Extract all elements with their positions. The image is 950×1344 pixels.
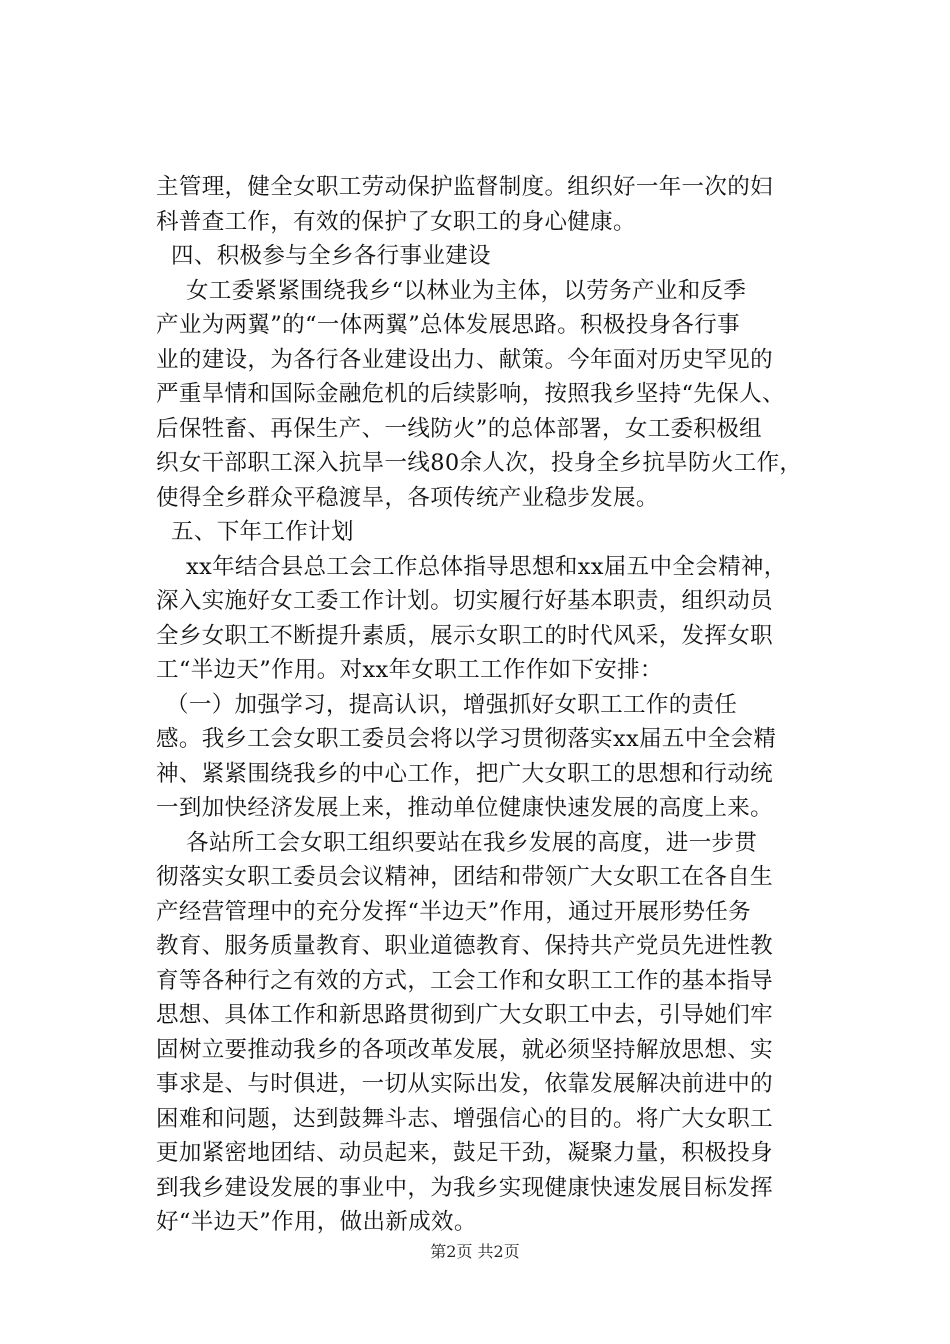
text-line: 严重旱情和国际金融危机的后续影响，按照我乡坚持“先保人、: [156, 381, 785, 407]
text-line: 女工委紧紧围绕我乡“以林业为主体，以劳务产业和反季: [186, 277, 747, 304]
text-line: 一到加快经济发展上来，推动单位健康快速发展的高度上来。: [156, 795, 773, 821]
text-line: 使得全乡群众平稳渡旱，各项传统产业稳步发展。: [156, 484, 659, 511]
text-line: 育等各种行之有效的方式，工会工作和女职工工作的基本指导: [156, 967, 773, 994]
subsection-heading: （一）加强学习，提高认识，增强抓好女职工工作的责任: [166, 691, 738, 718]
text-line: 深入实施好女工委工作计划。切实履行好基本职责，组织动员: [156, 588, 773, 614]
text-line: 工“半边天”作用。对xx年女职工工作作如下安排：: [156, 657, 663, 683]
text-line: 主管理，健全女职工劳动保护监督制度。组织好一年一次的妇: [156, 174, 773, 200]
text-line: 后保牲畜、再保生产、一线防火”的总体部署，女工委积极组: [156, 415, 762, 442]
section-heading: 四、积极参与全乡各行事业建设: [171, 243, 491, 269]
text-line: 到我乡建设发展的事业中，为我乡实现健康快速发展目标发挥: [156, 1174, 773, 1201]
text-line: 神、紧紧围绕我乡的中心工作，把广大女职工的思想和行动统: [156, 760, 773, 787]
text-line: 科普查工作，有效的保护了女职工的身心健康。: [156, 208, 636, 235]
text-line: 彻落实女职工委员会议精神，团结和带领广大女职工在各自生: [156, 864, 773, 890]
text-line: 困难和问题，达到鼓舞斗志、增强信心的目的。将广大女职工: [156, 1105, 773, 1132]
text-line: 固树立要推动我乡的各项改革发展，就必须坚持解放思想、实: [156, 1036, 773, 1063]
text-line: 全乡女职工不断提升素质，展示女职工的时代风采，发挥女职: [156, 622, 773, 649]
text-line: 更加紧密地团结、动员起来，鼓足干劲，凝聚力量，积极投身: [156, 1140, 773, 1166]
text-line: 事求是、与时俱进，一切从实际出发，依靠发展解决前进中的: [156, 1071, 773, 1097]
text-line: 业的建设，为各行各业建设出力、献策。今年面对历史罕见的: [156, 346, 773, 373]
text-line: 产业为两翼”的“一体两翼”总体发展思路。积极投身各行事: [156, 312, 740, 338]
text-line: 各站所工会女职工组织要站在我乡发展的高度，进一步贯: [186, 829, 758, 856]
text-line: 思想、具体工作和新思路贯彻到广大女职工中去，引导她们牢: [156, 1002, 773, 1028]
text-line: 产经营管理中的充分发挥“半边天”作用，通过开展形势任务: [156, 898, 751, 925]
text-line: 教育、服务质量教育、职业道德教育、保持共产党员先进性教: [156, 933, 773, 959]
document-body: [156, 170, 808, 1240]
text-line: xx年结合县总工会工作总体指导思想和xx届五中全会精神，: [186, 553, 787, 580]
text-line: 织女干部职工深入抗旱一线80余人次，投身全乡抗旱防火工作，: [156, 450, 803, 476]
section-heading: 五、下年工作计划: [171, 519, 354, 545]
text-line: 感。我乡工会女职工委员会将以学习贯彻落实xx届五中全会精: [156, 726, 777, 752]
text-line: 好“半边天”作用，做出新成效。: [156, 1209, 477, 1235]
page-number-footer: 第2页 共2页: [430, 1242, 520, 1261]
